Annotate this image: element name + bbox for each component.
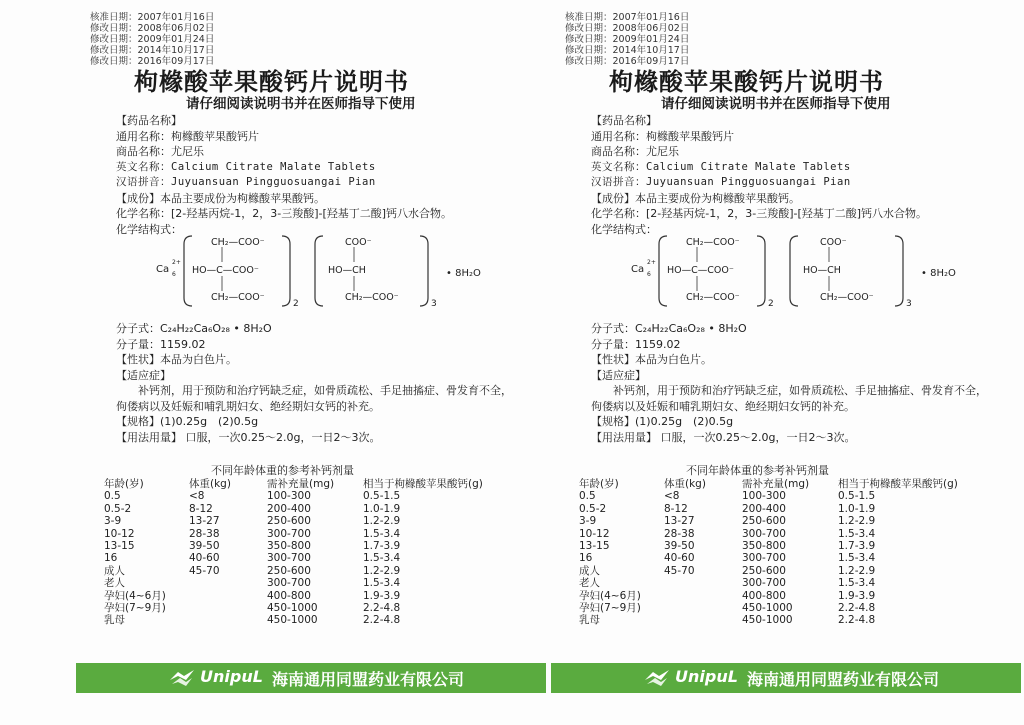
- table-cell: 300-700: [742, 527, 786, 540]
- document-title: 枸橼酸苹果酸钙片说明书: [134, 68, 409, 96]
- structural-formula-svg: [591, 232, 1011, 312]
- formula-group-5: HO—CH: [328, 265, 366, 276]
- table-cell: [189, 614, 267, 626]
- drug-info: [591, 113, 1011, 237]
- column-header: 年龄(岁): [104, 478, 144, 490]
- formula-subscript-2: 3: [431, 299, 437, 309]
- table-cell: 39-50: [664, 540, 695, 553]
- table-row: [104, 577, 523, 589]
- table-cell: 1.2-2.9: [363, 564, 401, 577]
- bracket-right-2: [420, 236, 428, 306]
- date-line: 修改日期：2014年10月17日: [90, 45, 215, 56]
- table-cell: [664, 614, 742, 626]
- table-row: [104, 515, 523, 527]
- drug-details: [591, 321, 1011, 445]
- formula-group-5: HO—CH: [803, 265, 841, 276]
- table-cell: 1.2-2.9: [838, 515, 876, 528]
- table-row: [579, 565, 998, 577]
- company-logo-icon: [168, 668, 196, 688]
- dose-table: [104, 478, 523, 627]
- date-line: 修改日期：2008年06月02日: [565, 23, 690, 34]
- table-cell: [189, 590, 267, 602]
- table-row: [579, 602, 998, 614]
- table-cell: [664, 590, 742, 602]
- table-cell: 乳母: [104, 614, 125, 627]
- date-line: 修改日期：2009年01月24日: [90, 34, 215, 45]
- table-row: [579, 552, 998, 564]
- table-cell: 成人: [104, 564, 125, 577]
- table-cell: 0.5-2: [579, 502, 607, 515]
- company-banner: [76, 663, 546, 693]
- formula-group-3: CH₂—COO⁻: [686, 292, 740, 303]
- bracket-left-1: [659, 236, 667, 306]
- column-header: 体重(kg): [664, 478, 706, 490]
- column-header: 需补充量(mg): [267, 478, 335, 490]
- table-row: [579, 590, 998, 602]
- table-row: [579, 577, 998, 589]
- table-row: [579, 540, 998, 552]
- table-cell: 0.5: [579, 490, 596, 503]
- bracket-right-1: [282, 236, 290, 306]
- table-cell: [189, 577, 267, 589]
- formula-subscript-1: 2: [768, 299, 774, 309]
- molecular-weight: 分子量：1159.02: [116, 337, 206, 351]
- leaflet-sheet-left: [76, 0, 556, 725]
- date-line: 修改日期：2016年09月17日: [565, 56, 690, 67]
- document-subtitle: 请仔细阅读说明书并在医师指导下使用: [661, 96, 891, 112]
- indications-header: 【适应症】: [116, 368, 171, 382]
- leaflet-sheet-right: [551, 0, 1024, 725]
- generic-name: 通用名称：枸橼酸苹果酸钙片: [116, 129, 259, 143]
- table-cell: 450-1000: [267, 602, 318, 615]
- table-row: [104, 602, 523, 614]
- drug-info: [116, 113, 536, 237]
- table-cell: 300-700: [267, 577, 311, 590]
- structural-formula-svg: [116, 232, 536, 312]
- table-cell: 28-38: [664, 527, 695, 540]
- table-cell: 孕妇(4~6月): [579, 589, 641, 602]
- molecular-formula: 分子式：C₂₄H₂₂Ca₆O₂₈ • 8H₂O: [591, 322, 747, 335]
- table-row: [579, 490, 998, 502]
- table-row: [104, 503, 523, 515]
- table-cell: 0.5: [104, 490, 121, 503]
- table-cell: 300-700: [267, 527, 311, 540]
- pinyin-name: 汉语拼音：Juyuansuan Pingguosuangai Pian: [116, 176, 376, 188]
- table-row: [104, 528, 523, 540]
- structural-formula: [591, 232, 1011, 312]
- table-row: [579, 614, 998, 626]
- formula-subscript-1: 2: [293, 299, 299, 309]
- table-cell: 450-1000: [742, 602, 793, 615]
- table-cell: 400-800: [742, 589, 786, 602]
- formula-group-6: CH₂—COO⁻: [345, 292, 399, 303]
- document-subtitle: 请仔细阅读说明书并在医师指导下使用: [186, 96, 416, 112]
- table-cell: 孕妇(4~6月): [104, 589, 166, 602]
- table-cell: 300-700: [742, 577, 786, 590]
- table-cell: 孕妇(7~9月): [579, 602, 641, 615]
- table-cell: 13-15: [579, 540, 610, 553]
- table-body: [104, 490, 523, 626]
- table-cell: 1.2-2.9: [363, 515, 401, 528]
- date-line: 修改日期：2009年01月24日: [565, 34, 690, 45]
- table-cell: 40-60: [189, 552, 220, 565]
- table-cell: 3-9: [579, 515, 597, 528]
- chemical-name: 化学名称：[2-羟基丙烷-1，2，3-三羧酸]-[羟基丁二酸]钙八水合物。: [591, 207, 928, 220]
- table-cell: 100-300: [742, 490, 786, 503]
- formula-group-2: HO—C—COO⁻: [667, 265, 734, 276]
- table-cell: [664, 577, 742, 589]
- drug-name-header: 【药品名称】: [116, 114, 182, 127]
- indications-text: 补钙剂，用于预防和治疗钙缺乏症，如骨质疏松、手足抽搐症、骨发育不全，佝偻病以及妊娠和哺乳期妇女、绝经期妇女钙的补充。: [116, 384, 512, 413]
- structure-label: 化学结构式：: [591, 222, 657, 236]
- column-header: 相当于枸橼酸苹果酸钙(g): [363, 478, 483, 490]
- formula-water: • 8H₂O: [921, 268, 956, 279]
- structure-label: 化学结构式：: [116, 222, 182, 236]
- formula-group-6: CH₂—COO⁻: [820, 292, 874, 303]
- table-cell: 2.2-4.8: [838, 602, 876, 615]
- table-cell: 300-700: [742, 552, 786, 565]
- table-cell: 0.5-2: [104, 502, 132, 515]
- specification: 【规格】(1)0.25g (2)0.5g: [116, 415, 259, 428]
- formula-group-2: HO—C—COO⁻: [192, 265, 259, 276]
- company-banner: [551, 663, 1021, 693]
- table-cell: 13-15: [104, 540, 135, 553]
- bracket-right-2: [895, 236, 903, 306]
- formula-group-4: COO⁻: [345, 237, 372, 248]
- bracket-left-2: [790, 236, 798, 306]
- date-line: 核准日期：2007年01月16日: [90, 12, 215, 23]
- table-cell: 孕妇(7~9月): [104, 602, 166, 615]
- table-cell: 0.5-1.5: [363, 490, 401, 503]
- indications-header: 【适应症】: [591, 368, 646, 382]
- formula-calcium: Ca: [631, 264, 645, 275]
- formula-group-1: CH₂—COO⁻: [211, 237, 265, 248]
- dosage: 【用法用量】 口服，一次0.25～2.0g，一日2～3次。: [116, 430, 381, 444]
- company-brand: UnipuL: [675, 667, 738, 686]
- table-cell: 2.2-4.8: [838, 614, 876, 627]
- table-row: [104, 540, 523, 552]
- formula-group-4: COO⁻: [820, 237, 847, 248]
- formula-calcium: Ca: [156, 264, 170, 275]
- table-cell: 450-1000: [267, 614, 318, 627]
- table-cell: 45-70: [664, 564, 695, 577]
- table-cell: 1.5-3.4: [363, 527, 401, 540]
- formula-calcium-subscript: 6: [172, 271, 176, 278]
- table-cell: 8-12: [189, 502, 213, 515]
- formula-subscript-2: 3: [906, 299, 912, 309]
- table-cell: 13-27: [664, 515, 695, 528]
- table-cell: 1.7-3.9: [363, 540, 401, 553]
- table-cell: 250-600: [742, 515, 786, 528]
- column-header: 年龄(岁): [579, 478, 619, 490]
- molecular-formula: 分子式：C₂₄H₂₂Ca₆O₂₈ • 8H₂O: [116, 322, 272, 335]
- pinyin-name: 汉语拼音：Juyuansuan Pingguosuangai Pian: [591, 176, 851, 188]
- formula-calcium-charge: 2+: [647, 259, 656, 266]
- appearance: 【性状】本品为白色片。: [116, 353, 237, 366]
- table-cell: 1.7-3.9: [838, 540, 876, 553]
- table-cell: 350-800: [267, 540, 311, 553]
- column-header: 相当于枸橼酸苹果酸钙(g): [838, 478, 958, 490]
- column-header: 体重(kg): [189, 478, 231, 490]
- company-brand: UnipuL: [200, 667, 263, 686]
- table-cell: 450-1000: [742, 614, 793, 627]
- dose-table-title: 不同年龄体重的参考补钙剂量: [686, 464, 829, 477]
- table-cell: 1.5-3.4: [363, 552, 401, 565]
- table-cell: 250-600: [742, 564, 786, 577]
- table-row: [104, 490, 523, 502]
- table-cell: 1.5-3.4: [363, 577, 401, 590]
- table-cell: 老人: [579, 577, 600, 590]
- table-cell: <8: [664, 490, 680, 503]
- table-cell: 1.9-3.9: [363, 589, 401, 602]
- table-cell: 45-70: [189, 564, 220, 577]
- company-logo-icon: [643, 668, 671, 688]
- company-name: 海南通用同盟药业有限公司: [272, 670, 465, 689]
- company-name: 海南通用同盟药业有限公司: [747, 670, 940, 689]
- table-cell: 2.2-4.8: [363, 614, 401, 627]
- trade-name: 商品名称：尤尼乐: [116, 145, 204, 158]
- table-cell: 1.2-2.9: [838, 564, 876, 577]
- bracket-left-1: [184, 236, 192, 306]
- dose-table-title: 不同年龄体重的参考补钙剂量: [211, 464, 354, 477]
- formula-water: • 8H₂O: [446, 268, 481, 279]
- indications-text: 补钙剂，用于预防和治疗钙缺乏症，如骨质疏松、手足抽搐症、骨发育不全，佝偻病以及妊娠和哺乳期妇女、绝经期妇女钙的补充。: [591, 384, 987, 413]
- table-row: [579, 503, 998, 515]
- table-cell: 39-50: [189, 540, 220, 553]
- table-cell: 8-12: [664, 502, 688, 515]
- table-cell: 3-9: [104, 515, 122, 528]
- english-name: 英文名称：Calcium Citrate Malate Tablets: [116, 160, 376, 173]
- revision-dates: [90, 12, 214, 67]
- table-cell: 16: [104, 552, 118, 565]
- table-cell: 250-600: [267, 515, 311, 528]
- column-header: 需补充量(mg): [742, 478, 810, 490]
- table-cell: 400-800: [267, 589, 311, 602]
- date-line: 修改日期：2008年06月02日: [90, 23, 215, 34]
- table-cell: 1.5-3.4: [838, 527, 876, 540]
- specification: 【规格】(1)0.25g (2)0.5g: [591, 415, 734, 428]
- table-cell: 28-38: [189, 527, 220, 540]
- composition: 【成份】本品主要成份为枸橼酸苹果酸钙。: [116, 191, 325, 205]
- generic-name: 通用名称：枸橼酸苹果酸钙片: [591, 129, 734, 143]
- table-row: [104, 565, 523, 577]
- molecular-weight: 分子量：1159.02: [591, 337, 681, 351]
- table-cell: 250-600: [267, 564, 311, 577]
- document-title: 枸橼酸苹果酸钙片说明书: [609, 68, 884, 96]
- table-cell: 1.0-1.9: [363, 502, 401, 515]
- table-cell: 老人: [104, 577, 125, 590]
- table-cell: 300-700: [267, 552, 311, 565]
- table-header-row: [104, 478, 523, 490]
- table-cell: 1.5-3.4: [838, 552, 876, 565]
- table-row: [579, 528, 998, 540]
- table-row: [104, 614, 523, 626]
- table-cell: 350-800: [742, 540, 786, 553]
- table-cell: 40-60: [664, 552, 695, 565]
- date-line: 修改日期：2016年09月17日: [90, 56, 215, 67]
- formula-calcium-subscript: 6: [647, 271, 651, 278]
- revision-dates: [565, 12, 689, 67]
- table-cell: [664, 602, 742, 614]
- table-cell: 成人: [579, 564, 600, 577]
- table-cell: 13-27: [189, 515, 220, 528]
- drug-name-header: 【药品名称】: [591, 114, 657, 127]
- table-row: [579, 515, 998, 527]
- table-body: [579, 490, 998, 626]
- table-cell: <8: [189, 490, 205, 503]
- composition: 【成份】本品主要成份为枸橼酸苹果酸钙。: [591, 191, 800, 205]
- date-line: 修改日期：2014年10月17日: [565, 45, 690, 56]
- table-cell: 2.2-4.8: [363, 602, 401, 615]
- table-cell: 16: [579, 552, 593, 565]
- table-cell: 1.5-3.4: [838, 577, 876, 590]
- appearance: 【性状】本品为白色片。: [591, 353, 712, 366]
- table-cell: 10-12: [104, 527, 135, 540]
- structural-formula: [116, 232, 536, 312]
- table-cell: 200-400: [742, 502, 786, 515]
- table-row: [104, 552, 523, 564]
- table-cell: 1.9-3.9: [838, 589, 876, 602]
- table-row: [104, 590, 523, 602]
- trade-name: 商品名称：尤尼乐: [591, 145, 679, 158]
- date-line: 核准日期：2007年01月16日: [565, 12, 690, 23]
- bracket-right-1: [757, 236, 765, 306]
- english-name: 英文名称：Calcium Citrate Malate Tablets: [591, 160, 851, 173]
- table-cell: 0.5-1.5: [838, 490, 876, 503]
- table-cell: 100-300: [267, 490, 311, 503]
- bracket-left-2: [315, 236, 323, 306]
- dose-table: [579, 478, 998, 627]
- table-cell: 200-400: [267, 502, 311, 515]
- formula-group-3: CH₂—COO⁻: [211, 292, 265, 303]
- table-cell: 乳母: [579, 614, 600, 627]
- table-header-row: [579, 478, 998, 490]
- table-cell: 10-12: [579, 527, 610, 540]
- dosage: 【用法用量】 口服，一次0.25～2.0g，一日2～3次。: [591, 430, 856, 444]
- chemical-name: 化学名称：[2-羟基丙烷-1，2，3-三羧酸]-[羟基丁二酸]钙八水合物。: [116, 207, 453, 220]
- drug-details: [116, 321, 536, 445]
- table-cell: [189, 602, 267, 614]
- table-cell: 1.0-1.9: [838, 502, 876, 515]
- formula-group-1: CH₂—COO⁻: [686, 237, 740, 248]
- formula-calcium-charge: 2+: [172, 259, 181, 266]
